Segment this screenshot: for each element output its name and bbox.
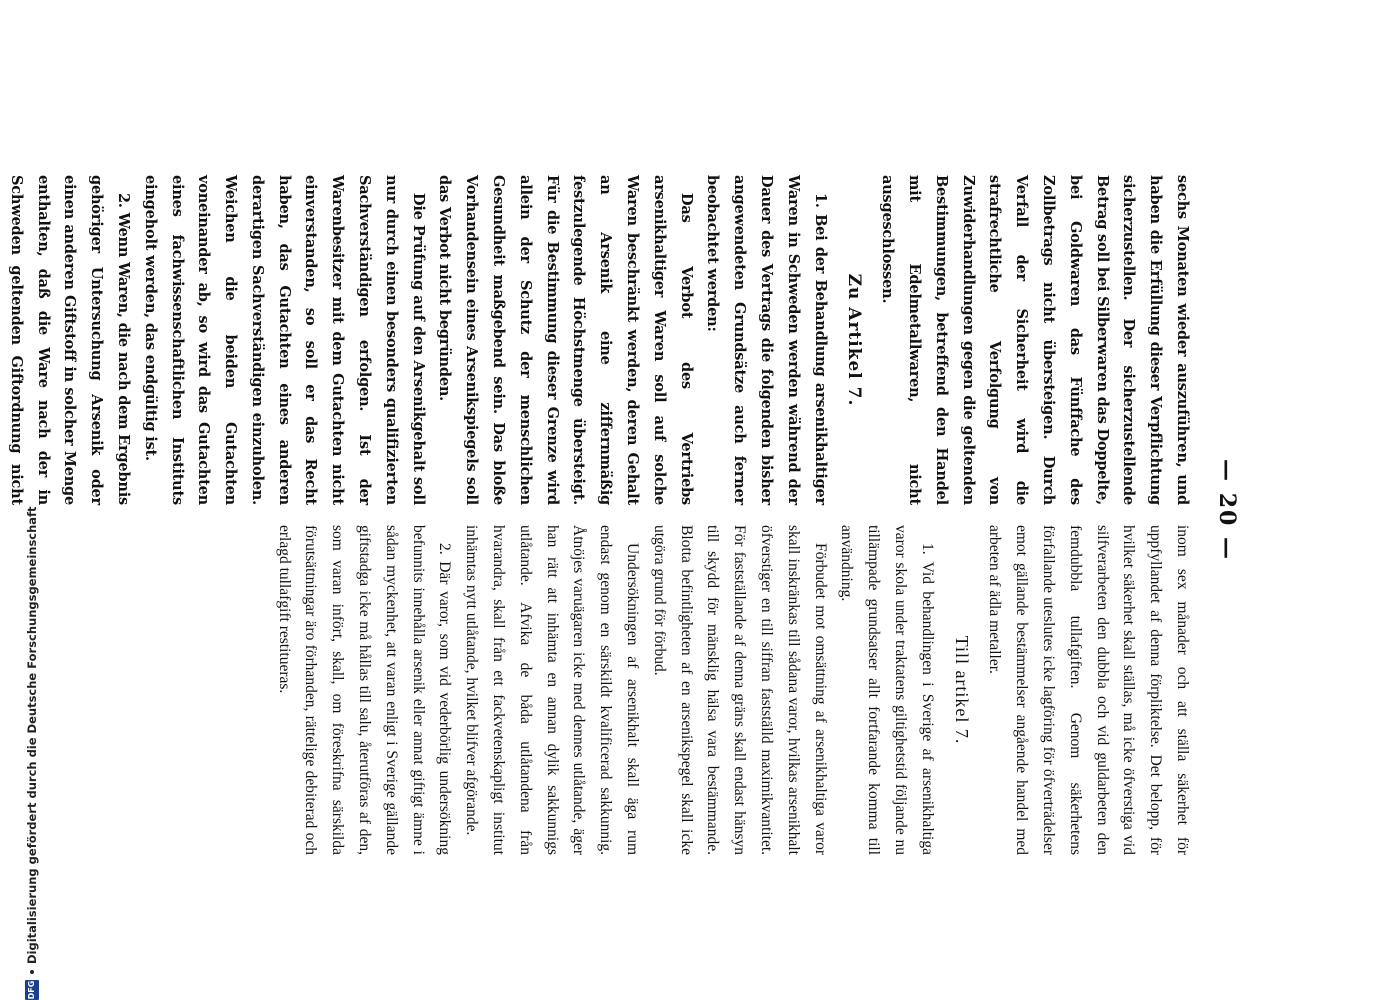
separator-dot-icon — [30, 970, 34, 974]
german-column — [0, 175, 1195, 505]
digitization-footer — [22, 10, 42, 1000]
swedish-paragraph-2: Förbudet mot omsättning af arsenikhaltiga varor skall inskränkas till sådana varor, hvilkas arsenikhalt öfverstiger en till siffran fastställd maximikvantitet. För fastställande af denna gräns skall endast hänsyn till skydd för mänsklig hälsa vara bestämmande. Blotta befintligheten af en arsenikspegel skall icke utgöra grund för förbud. — [650, 525, 829, 855]
swedish-column — [270, 525, 1195, 855]
german-intro: sechs Monaten wieder auszuführen, und haben die Erfüllung dieser Verpflichtung sicherzustellen. Der sicherzustellende Betrag soll bei Silberwaren das Doppelte, bei Goldwaren das Fünffache des Zollbetrags nicht übersteigen. Durch Verfall der Sicherheit wird die strafrechtliche Verfolgung von Zuwiderhandlungen gegen die geltenden Bestimmungen, betreffend den Handel mit Edelmetallwaren, nicht ausgeschlossen. — [879, 175, 1191, 505]
swedish-heading: Till artikel 7. — [951, 635, 972, 745]
swedish-paragraph-4: 2. Där varor, som vid vederbörlig undersökning befunnits innehålla arsenik eller annat giftigt ämne i sådan myckenhet, att varan enligt i Sverige gällande giftstadga icke må hållas till salu, återutföras af den, som varan infört, skall, om föreskrifna särskilda förutsättningar äro förhanden, rättelige debiterad och erlagd tullafgift restitueras. — [275, 525, 454, 855]
swedish-intro: inom sex månader och att ställa säkerhet för uppfyllandet af denna förpliktelse. Det belopp, för hvilket säkerhet skall ställas, må icke öfverstiga vid silfverarbeten den dubbla och vid guldarbeten den femdubbla tullafgiften. Genom säkerhetens förfallande uteslutes icke lagföring för öfverträdelser emot gällande bestämmelser angående handel med arbeten af ädla metaller. — [986, 525, 1191, 855]
german-heading: Zu Artikel 7. — [844, 273, 865, 407]
german-paragraph-2: Das Verbot des Vertriebs arsenikhaltiger Waren soll auf solche Waren beschränkt werden, deren Gehalt an Arsenik eine ziffernmäßig festzulegende Höchstmenge übersteigt. Für die Bestimmung dieser Grenze wird allein der Schutz der menschlichen Gesundheit maßgebend sein. Das bloße Vorhandensein eines Arsenikspiegels soll das Verbot nicht begründen. — [436, 175, 695, 505]
dfg-logo-icon: DFG — [25, 980, 39, 1000]
german-paragraph-3: Die Prüfung auf den Arsenikgehalt soll nur durch einen besonders qualifizierten Sachverständigen erfolgen. Ist der Warenbesitzer mit dem Gutachten nicht einverstanden, so soll er das Recht haben, das Gutachten eines anderen derartigen Sachverständigen einzuholen. Weichen die beiden Gutachten voneinander ab, so wird das Gutachten eines fachwissenschaftlichen Instituts eingeholt werden, das endgültig ist. — [141, 175, 427, 505]
german-paragraph-1: 1. Bei der Behandlung arsenikhaltiger Waren in Schweden werden während der Dauer des Vertrags die folgenden bisher angewendeten Grundsätze auch ferner beobachtet werden: — [704, 175, 829, 505]
swedish-paragraph-1: 1. Vid behandlingen i Sverige af arsenikhaltiga varor skola under traktatens giltighetstid följande nu tillämpade grundsatser allt fortfarande komma till användning. — [838, 525, 936, 855]
german-paragraph-4: 2. Wenn Waren, die nach dem Ergebnis gehöriger Untersuchung Arsenik oder einen anderen Giftstoff in solcher Menge enthalten, daß die Ware nach der in Schweden geltenden Giftordnung nicht — [7, 175, 132, 505]
digitization-credit: Digitalisierung gefördert durch die Deutsche Forschungsgemeinschaft — [25, 506, 39, 964]
swedish-paragraph-3: Undersökningen af arsenikhalt skall äga rum endast genom en särskildt kvalificerad sakkunnig. Åtnöjes varuägaren icke med dennes utlåtande, äger han rätt att inhämta en annan dylik sakkunnigs utlåtande. Afvika de båda utlåtandena från hvarandra, skall från ett fackvetenskapligt institut inhämtas nytt utlåtande, hvilket blifver afgörande. — [463, 525, 642, 855]
page-number: — 20 — — [1214, 459, 1240, 561]
